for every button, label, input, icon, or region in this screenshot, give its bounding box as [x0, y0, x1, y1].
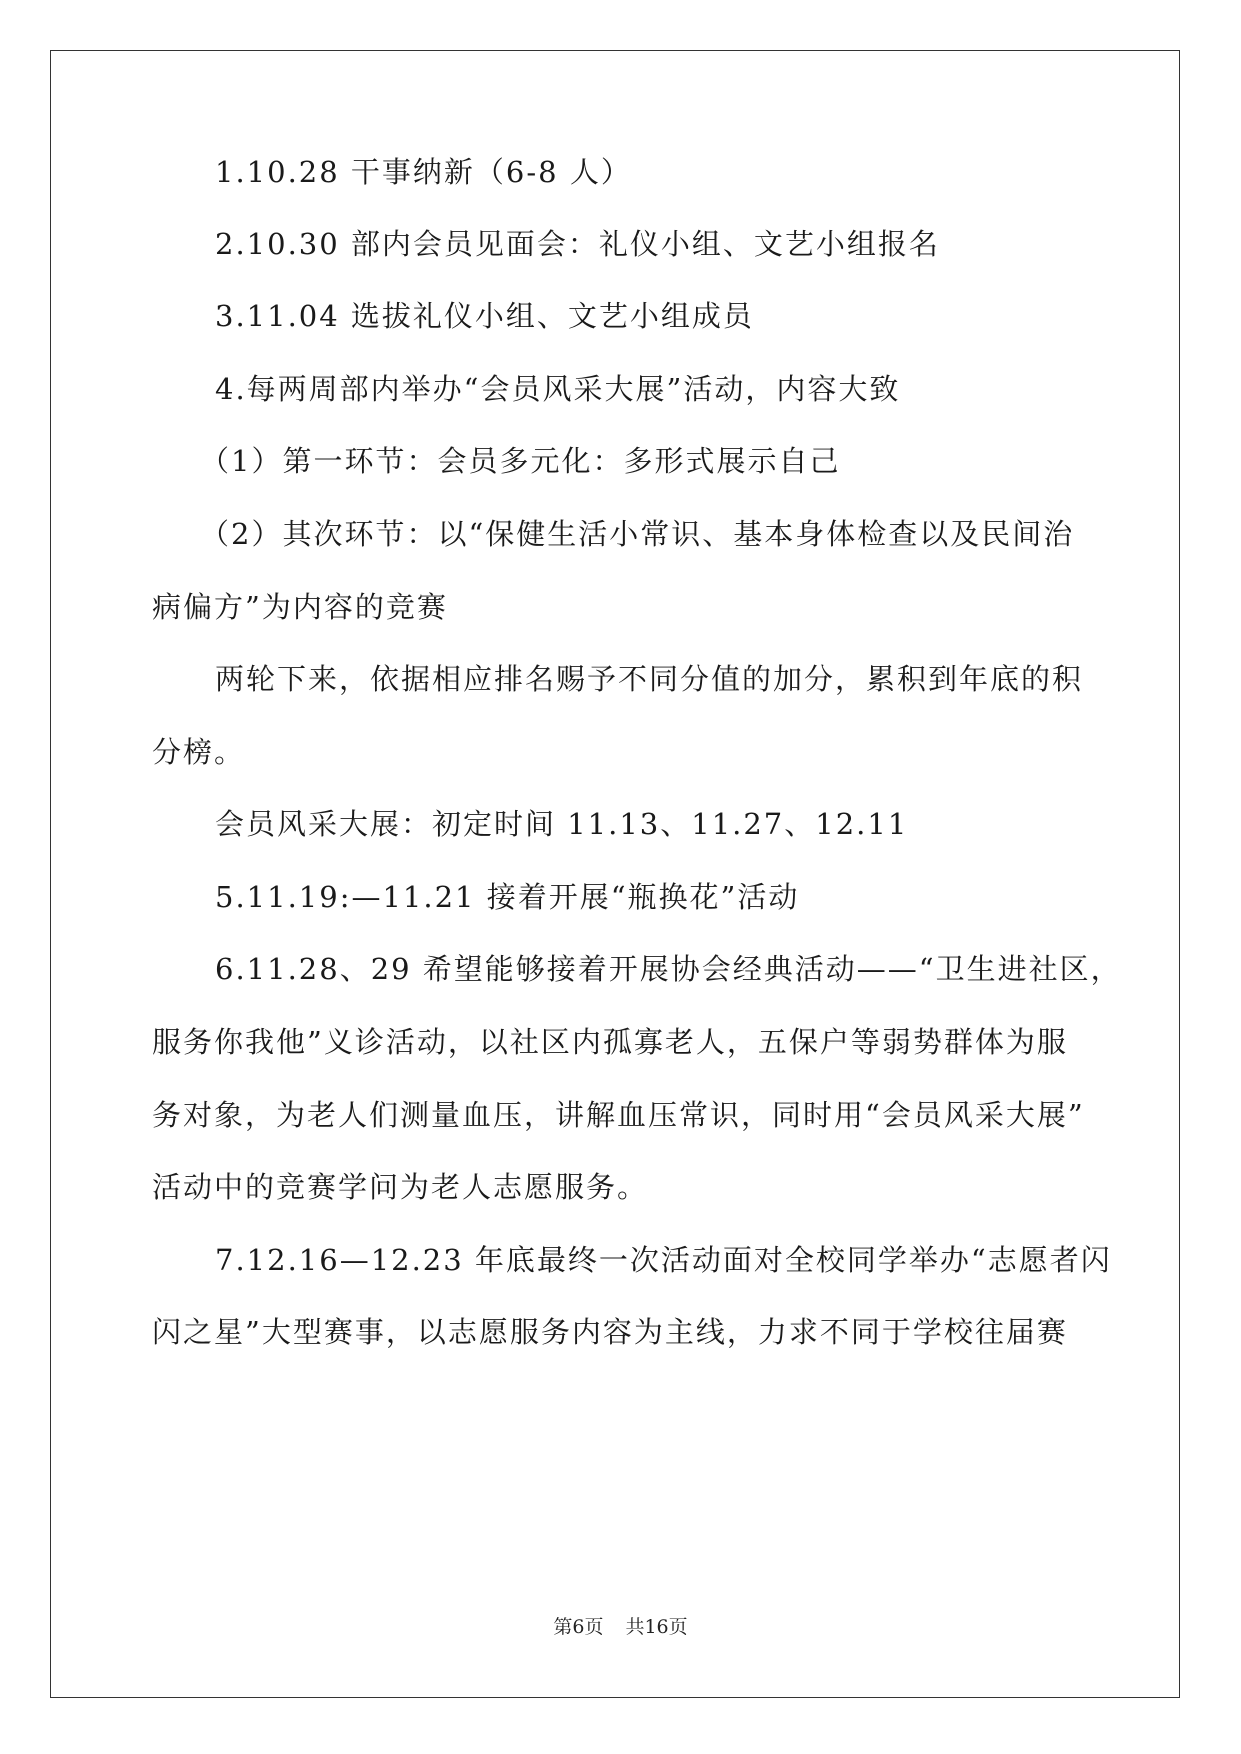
- text-line-2: 2.10.30 部内会员见面会：礼仪小组、文艺小组报名: [215, 227, 940, 261]
- text-line-15: 活动中的竞赛学问为老人志愿服务。: [152, 1170, 649, 1204]
- text-line-14: 务对象，为老人们测量血压，讲解血压常识，同时用“会员风采大展”: [152, 1098, 1085, 1132]
- text-line-13: 服务你我他”义诊活动，以社区内孤寡老人，五保户等弱势群体为服: [152, 1025, 1068, 1059]
- text-line-10: 会员风采大展：初定时间 11.13、11.27、12.11: [215, 807, 909, 841]
- text-line-8: 两轮下来，依据相应排名赐予不同分值的加分，累积到年底的积: [215, 662, 1084, 696]
- page-footer: [0, 1615, 1241, 1639]
- text-line-12: 6.11.28、29 希望能够接着开展协会经典活动——“卫生进社区，: [215, 952, 1122, 986]
- text-line-1: 1.10.28 干事纳新（6-8 人）: [215, 155, 632, 189]
- text-line-16: 7.12.16—12.23 年底最终一次活动面对全校同学举办“志愿者闪: [215, 1243, 1112, 1277]
- text-line-17: 闪之星”大型赛事，以志愿服务内容为主线，力求不同于学校往届赛: [152, 1315, 1068, 1349]
- text-line-5: （1）第一环节：会员多元化：多形式展示自己: [200, 444, 841, 478]
- text-line-7: 病偏方”为内容的竞赛: [152, 590, 448, 624]
- text-line-9: 分榜。: [152, 735, 246, 769]
- total-pages: 共16页: [625, 1616, 688, 1638]
- text-line-4: 4.每两周部内举办“会员风采大展”活动，内容大致: [215, 372, 901, 406]
- page-number: 第6页: [553, 1616, 604, 1638]
- text-line-3: 3.11.04 选拔礼仪小组、文艺小组成员: [215, 299, 754, 333]
- text-line-11: 5.11.19:—11.21 接着开展“瓶换花”活动: [215, 880, 800, 914]
- text-line-6: （2）其次环节：以“保健生活小常识、基本身体检查以及民间治: [200, 517, 1075, 551]
